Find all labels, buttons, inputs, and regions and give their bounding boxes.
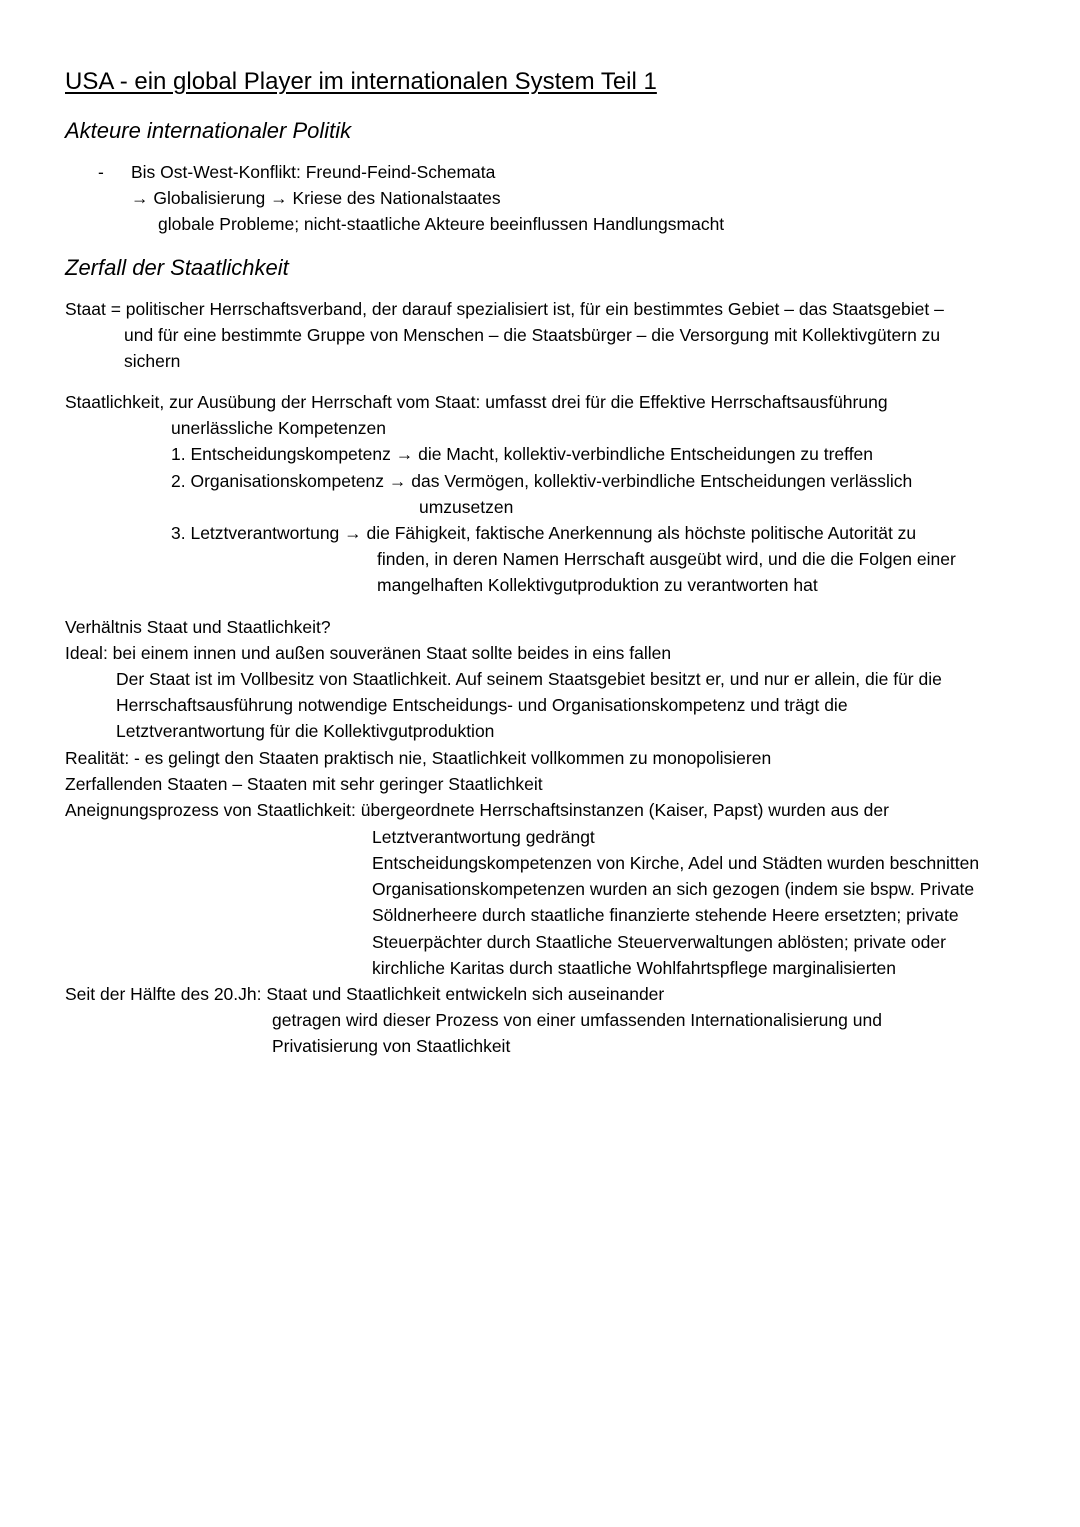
aneignung-detail-6: kirchliche Karitas durch staatliche Wohlfahrtspflege marginalisierten <box>372 958 896 978</box>
kompetenz-2-cont: umzusetzen <box>419 497 514 517</box>
aneignung-detail-2: Entscheidungskompetenzen von Kirche, Adel und Städten wurden beschnitten <box>372 853 980 873</box>
ideal-line: Ideal: bei einem innen und außen souveränen Staat sollte beides in eins fallen <box>65 643 672 663</box>
kompetenz-3: 3. Letztverantwortung → die Fähigkeit, faktische Anerkennung als höchste politische Autorität zu <box>171 523 917 543</box>
staatlichkeit-def-line-1: Staatlichkeit, zur Ausübung der Herrschaft vom Staat: umfasst drei für die Effektive Herrschaftsausführung <box>65 392 888 412</box>
seit-detail-1: getragen wird dieser Prozess von einer umfassenden Internationalisierung und <box>272 1010 882 1030</box>
bullet-marker: - <box>98 162 104 182</box>
kompetenz-2: 2. Organisationskompetenz → das Vermögen, kollektiv-verbindliche Entscheidungen verlässlich <box>171 471 913 491</box>
ideal-detail-2: Herrschaftsausführung notwendige Entscheidungs- und Organisationskompetenz und trägt die <box>116 695 848 715</box>
seit-line: Seit der Hälfte des 20.Jh: Staat und Staatlichkeit entwickeln sich auseinander <box>65 984 665 1004</box>
kompetenz-3-cont-2: mangelhaften Kollektivgutproduktion zu verantworten hat <box>377 575 818 595</box>
verhaeltnis-question: Verhältnis Staat und Staatlichkeit? <box>65 617 331 637</box>
ideal-detail-1: Der Staat ist im Vollbesitz von Staatlichkeit. Auf seinem Staatsgebiet besitzt er, und nur er allein, die für die <box>116 669 942 689</box>
kompetenz-1: 1. Entscheidungskompetenz → die Macht, kollektiv-verbindliche Entscheidungen zu treffen <box>171 444 874 464</box>
aneignung-detail-4: Söldnerheere durch staatliche finanzierte stehende Heere ersetzten; private <box>372 905 959 925</box>
aneignung-detail-1: Letztverantwortung gedrängt <box>372 827 595 847</box>
akteure-line-3: globale Probleme; nicht-staatliche Akteure beeinflussen Handlungsmacht <box>158 214 725 234</box>
staat-def-line-1: Staat = politischer Herrschaftsverband, der darauf spezialisiert ist, für ein bestimmtes Gebiet – das Staatsgebiet – <box>65 299 944 319</box>
kompetenz-3-cont-1: finden, in deren Namen Herrschaft ausgeübt wird, und die die Folgen einer <box>377 549 956 569</box>
page-title: USA - ein global Player im internationalen System Teil 1 <box>65 68 657 95</box>
aneignung-detail-3: Organisationskompetenzen wurden an sich gezogen (indem sie bspw. Private <box>372 879 975 899</box>
akteure-line-2: → Globalisierung → Kriese des Nationalstaates <box>131 188 501 208</box>
seit-detail-2: Privatisierung von Staatlichkeit <box>272 1036 511 1056</box>
realitaet-line: Realität: - es gelingt den Staaten praktisch nie, Staatlichkeit vollkommen zu monopolisieren <box>65 748 772 768</box>
staat-def-line-3: sichern <box>124 351 181 371</box>
akteure-line-1: Bis Ost-West-Konflikt: Freund-Feind-Schemata <box>131 162 496 182</box>
staatlichkeit-def-line-2: unerlässliche Kompetenzen <box>171 418 386 438</box>
staat-def-line-2: und für eine bestimmte Gruppe von Menschen – die Staatsbürger – die Versorgung mit Kollektivgütern zu <box>124 325 941 345</box>
heading-zerfall: Zerfall der Staatlichkeit <box>65 255 289 280</box>
ideal-detail-3: Letztverantwortung für die Kollektivgutproduktion <box>116 721 495 741</box>
heading-akteure: Akteure internationaler Politik <box>65 118 352 143</box>
zerfallende-staaten-line: Zerfallenden Staaten – Staaten mit sehr geringer Staatlichkeit <box>65 774 543 794</box>
aneignungsprozess-line: Aneignungsprozess von Staatlichkeit: übergeordnete Herrschaftsinstanzen (Kaiser, Papst) wurden aus der <box>65 800 889 820</box>
aneignung-detail-5: Steuerpächter durch Staatliche Steuerverwaltungen ablösten; private oder <box>372 932 946 952</box>
